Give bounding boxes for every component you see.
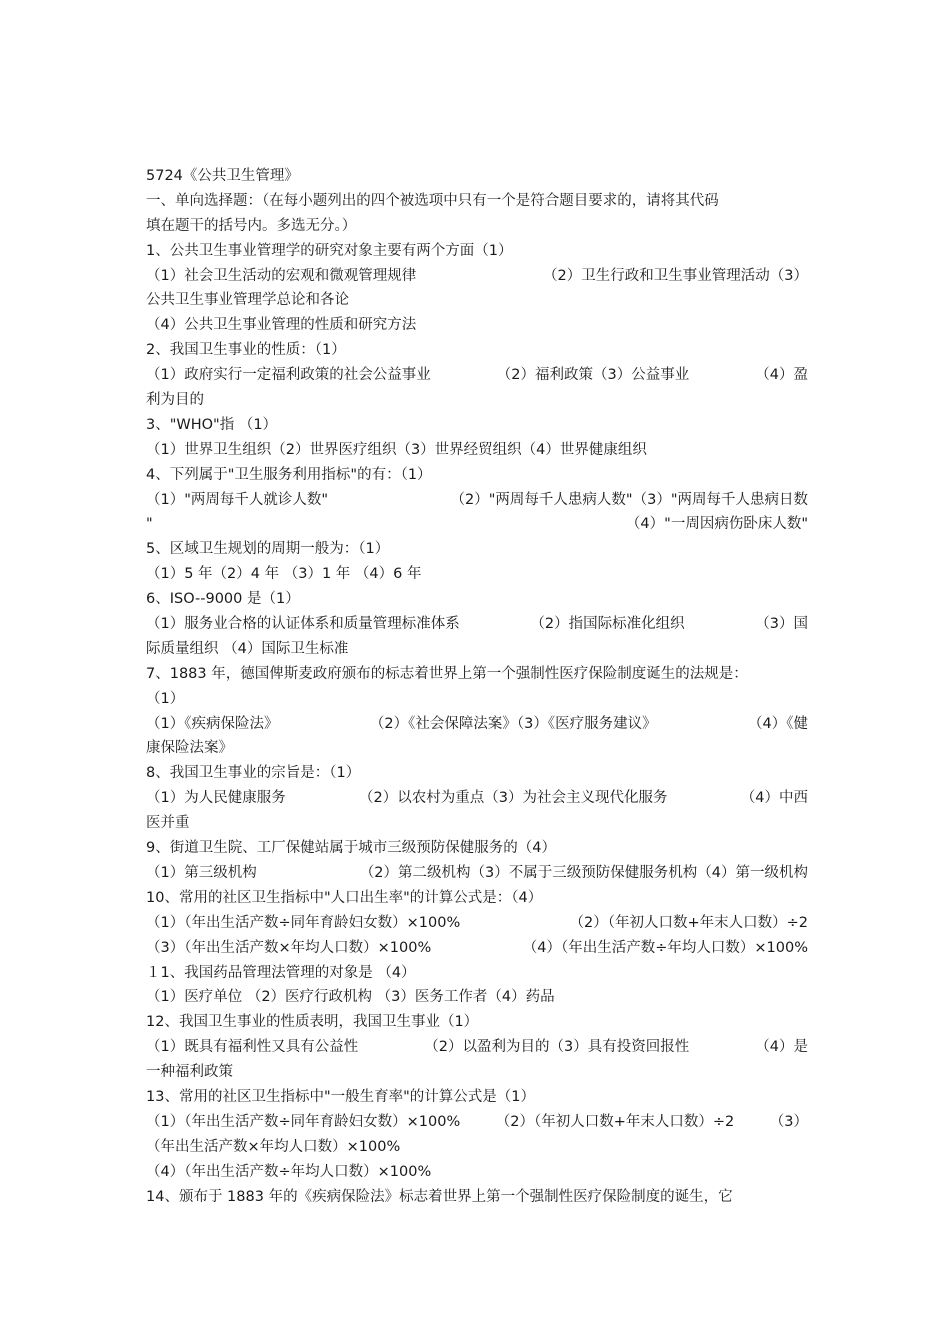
question-stem: 1、公共卫生事业管理学的研究对象主要有两个方面（1） [146, 242, 513, 259]
option-text: 医并重 [146, 815, 190, 832]
question-item [146, 463, 808, 538]
option-line [146, 736, 808, 761]
question-item [146, 761, 808, 836]
question-stem: 6、ISO--9000 是（1） [146, 591, 300, 608]
option-text: （2）（年初人口数+年末人口数）÷2 [569, 914, 808, 931]
question-item [146, 1010, 808, 1085]
option-text: （3）（年出生活产数×年均人口数）×100% [146, 939, 432, 956]
option-line [146, 1035, 808, 1060]
option-line [146, 512, 808, 537]
option-line [146, 1060, 808, 1085]
option-text: （4）是 [755, 1039, 808, 1056]
option-text: （2）《社会保障法案》（3）《医疗服务建议》 [369, 715, 657, 732]
option-text: （1）第三级机构 [146, 864, 257, 881]
option-line [146, 562, 808, 587]
question-item [146, 338, 808, 413]
question-item [146, 587, 808, 662]
option-text: （1）政府实行一定福利政策的社会公益事业 [146, 367, 431, 384]
option-text: （1）既具有福利性又具有公益性 [146, 1039, 359, 1056]
option-text: （1）世界卫生组织（2）世界医疗组织（3）世界经贸组织（4）世界健康组织 [146, 441, 647, 458]
option-line [146, 1135, 808, 1160]
option-text: （1）"两周每千人就诊人数" [146, 491, 329, 508]
instructions-line: 一、单向选择题：（在每小题列出的四个被选项中只有一个是符合题目要求的，请将其代码 [146, 192, 719, 209]
option-line [146, 712, 808, 737]
option-text: （2）（年初人口数+年末人口数）÷2 [495, 1113, 735, 1130]
option-text: （年出生活产数×年均人口数）×100% [146, 1138, 401, 1155]
option-text: 际质量组织 （4）国际卫生标准 [146, 640, 349, 657]
option-line [146, 363, 808, 388]
option-text: （2）以农村为重点（3）为社会主义现代化服务 [359, 790, 668, 807]
option-text: （2）指国际标准化组织 [530, 616, 685, 633]
option-line [146, 936, 808, 961]
question-list [146, 239, 808, 1210]
option-text: （1）为人民健康服务 [146, 790, 286, 807]
option-text: （1）社会卫生活动的宏观和微观管理规律 [146, 267, 417, 284]
option-text: （4）（年出生活产数÷年均人口数）×100% [146, 1163, 432, 1180]
question-item [146, 961, 808, 1011]
option-text: （1）医疗单位 （2）医疗行政机构 （3）医务工作者（4）药品 [146, 989, 555, 1006]
option-text: （4）《健 [748, 715, 808, 732]
question-stem: 8、我国卫生事业的宗旨是：（1） [146, 765, 361, 782]
option-text: （2）福利政策（3）公益事业 [496, 367, 690, 384]
option-text: （4）盈 [755, 367, 808, 384]
question-item [146, 1085, 808, 1185]
option-line [146, 786, 808, 811]
question-stem: 9、街道卫生院、工厂保健站属于城市三级预防保健服务的（4） [146, 840, 556, 857]
question-item [146, 413, 808, 463]
option-line [146, 811, 808, 836]
option-line [146, 388, 808, 413]
option-text: （2）以盈利为目的（3）具有投资回报性 [424, 1039, 690, 1056]
question-item [146, 537, 808, 587]
document-title: 5724《公共卫生管理》 [146, 168, 299, 184]
question-item [146, 886, 808, 961]
option-line [146, 1110, 808, 1135]
option-text: 公共卫生事业管理学总论和各论 [146, 292, 349, 309]
option-text: （4）"一周因病伤卧床人数" [625, 516, 808, 533]
option-text: （4）（年出生活产数÷年均人口数）×100% [522, 939, 808, 956]
option-text: 利为目的 [146, 392, 204, 409]
question-stem: 5、区域卫生规划的周期一般为：（1） [146, 541, 390, 558]
question-stem: 3、"WHO"指 （1） [146, 416, 278, 433]
option-line [146, 612, 808, 637]
question-item [146, 662, 808, 762]
option-text: （3）国 [755, 616, 808, 633]
question-item [146, 836, 808, 886]
question-item [146, 1185, 808, 1210]
question-stem-continued: （1） [146, 690, 185, 707]
option-text: （3） [769, 1113, 808, 1130]
option-text: （2）"两周每千人患病人数"（3）"两周每千人患病日数 [450, 491, 808, 508]
option-text: （1）5 年（2）4 年 （3）1 年 （4）6 年 [146, 566, 422, 583]
question-item [146, 239, 808, 339]
option-text: （1）（年出生活产数÷同年育龄妇女数）×100% [146, 914, 461, 931]
question-stem: １1、我国药品管理法管理的对象是 （4） [146, 964, 416, 981]
question-stem: 12、我国卫生事业的性质表明，我国卫生事业（1） [146, 1014, 479, 1031]
option-line [146, 313, 808, 338]
question-stem: 10、常用的社区卫生指标中"人口出生率"的计算公式是：（4） [146, 889, 543, 906]
option-text: （4）公共卫生事业管理的性质和研究方法 [146, 317, 417, 334]
option-line [146, 985, 808, 1010]
option-line [146, 1160, 808, 1185]
question-stem: 14、颁布于 1883 年的《疾病保险法》标志着世界上第一个强制性医疗保险制度的诞生，它 [146, 1188, 733, 1205]
option-text: 康保险法案》 [146, 740, 233, 757]
option-line [146, 911, 808, 936]
option-text: （4）中西 [740, 790, 808, 807]
question-stem: 2、我国卫生事业的性质：（1） [146, 342, 346, 359]
question-stem: 13、常用的社区卫生指标中"一般生育率"的计算公式是（1） [146, 1088, 536, 1105]
option-text: （1）服务业合格的认证体系和质量管理标准体系 [146, 616, 460, 633]
question-stem: 4、下列属于"卫生服务利用指标"的有：（1） [146, 466, 432, 483]
option-line [146, 288, 808, 313]
option-text: （2）卫生行政和卫生事业管理活动（3） [543, 267, 808, 284]
option-text: （2）第二级机构（3）不属于三级预防保健服务机构（4）第一级机构 [359, 864, 808, 881]
option-text: （1）（年出生活产数÷同年育龄妇女数）×100% [146, 1113, 461, 1130]
option-line [146, 488, 808, 513]
option-text: " [146, 516, 153, 533]
option-line [146, 861, 808, 886]
option-line [146, 264, 808, 289]
document-page [146, 164, 808, 1209]
option-text: （1）《疾病保险法》 [146, 715, 279, 732]
option-line [146, 438, 808, 463]
option-text: 一种福利政策 [146, 1064, 233, 1081]
option-line [146, 637, 808, 662]
question-stem: 7、1883 年，德国俾斯麦政府颁布的标志着世界上第一个强制性医疗保险制度诞生的法规是： [146, 665, 748, 682]
instructions-line: 填在题干的括号内。多选无分。） [146, 217, 357, 234]
